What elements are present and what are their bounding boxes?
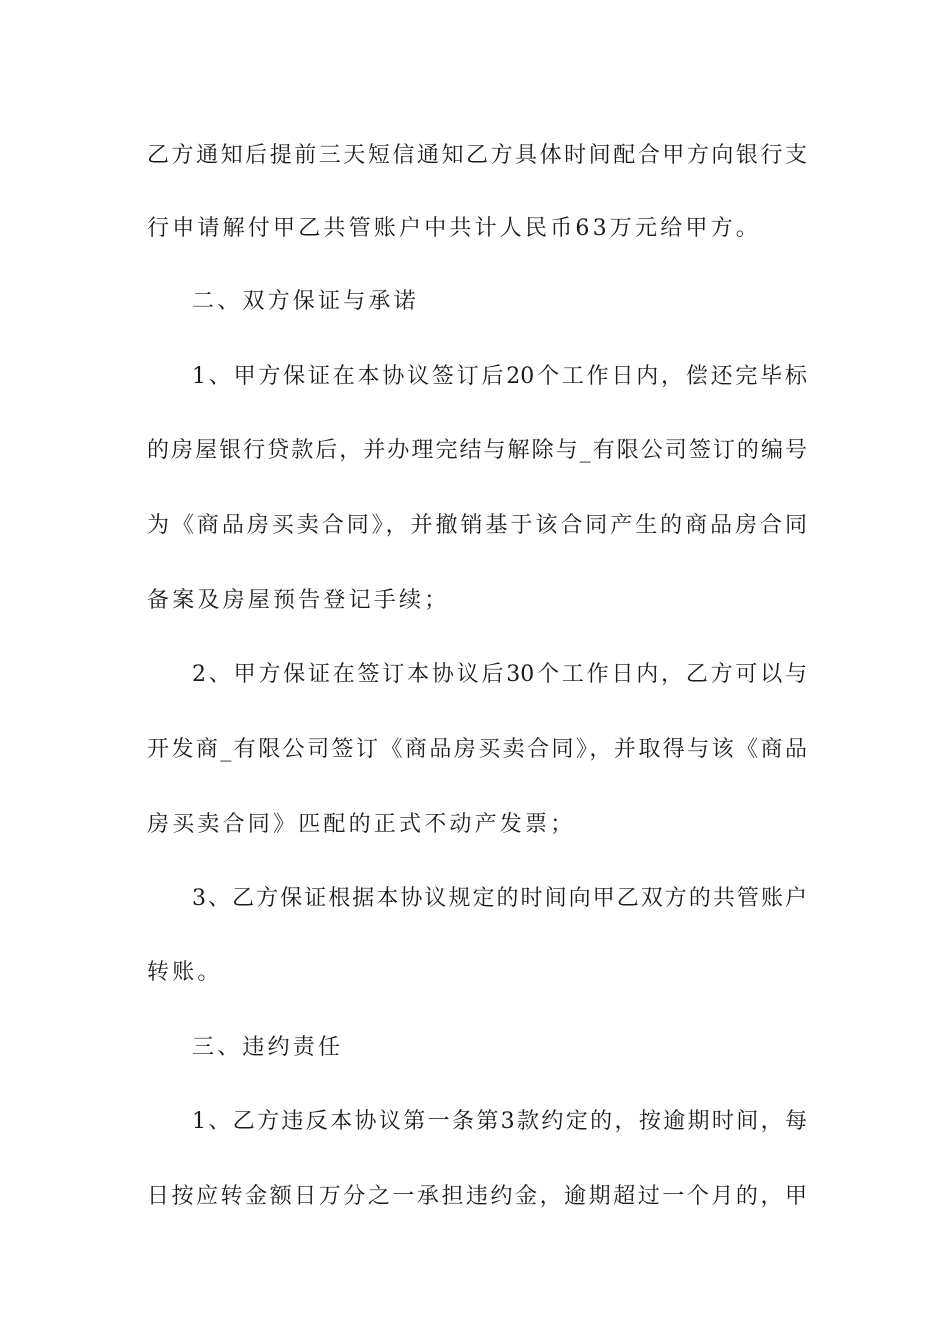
clause-1-line-3: 为《商品房买卖合同》，并撤销基于该合同产生的商品房合同 <box>147 513 807 538</box>
liability-clause-1-line-2: 日按应转金额日万分之一承担违约金，逾期超过一个月的，甲 <box>147 1184 807 1209</box>
clause-2-line-3: 房买卖合同》匹配的正式不动产发票； <box>147 812 576 837</box>
clause-1-line-4: 备案及房屋预告登记手续； <box>147 588 450 613</box>
paragraph-line-2: 行申请解付甲乙共管账户中共计人民币63万元给甲方。 <box>147 216 761 241</box>
clause-2-line-1: 2、甲方保证在签订本协议后30个工作日内，乙方可以与 <box>192 662 807 687</box>
clause-3-line-1: 3、乙方保证根据本协议规定的时间向甲乙双方的共管账户 <box>192 886 807 911</box>
clause-1-line-2: 的房屋银行贷款后，并办理完结与解除与_有限公司签订的编号 <box>147 438 807 463</box>
liability-clause-1-line-1: 1、乙方违反本协议第一条第3款约定的，按逾期时间，每 <box>192 1109 807 1134</box>
section-heading-liability: 三、违约责任 <box>192 1035 344 1060</box>
clause-3-line-2: 转账。 <box>147 960 223 985</box>
section-heading-guarantees: 二、双方保证与承诺 <box>192 289 419 314</box>
clause-2-line-2: 开发商_有限公司签订《商品房买卖合同》，并取得与该《商品 <box>147 737 807 762</box>
paragraph-line-1: 乙方通知后提前三天短信通知乙方具体时间配合甲方向银行支 <box>147 143 807 168</box>
clause-1-line-1: 1、甲方保证在本协议签订后20个工作日内，偿还完毕标 <box>192 364 807 389</box>
